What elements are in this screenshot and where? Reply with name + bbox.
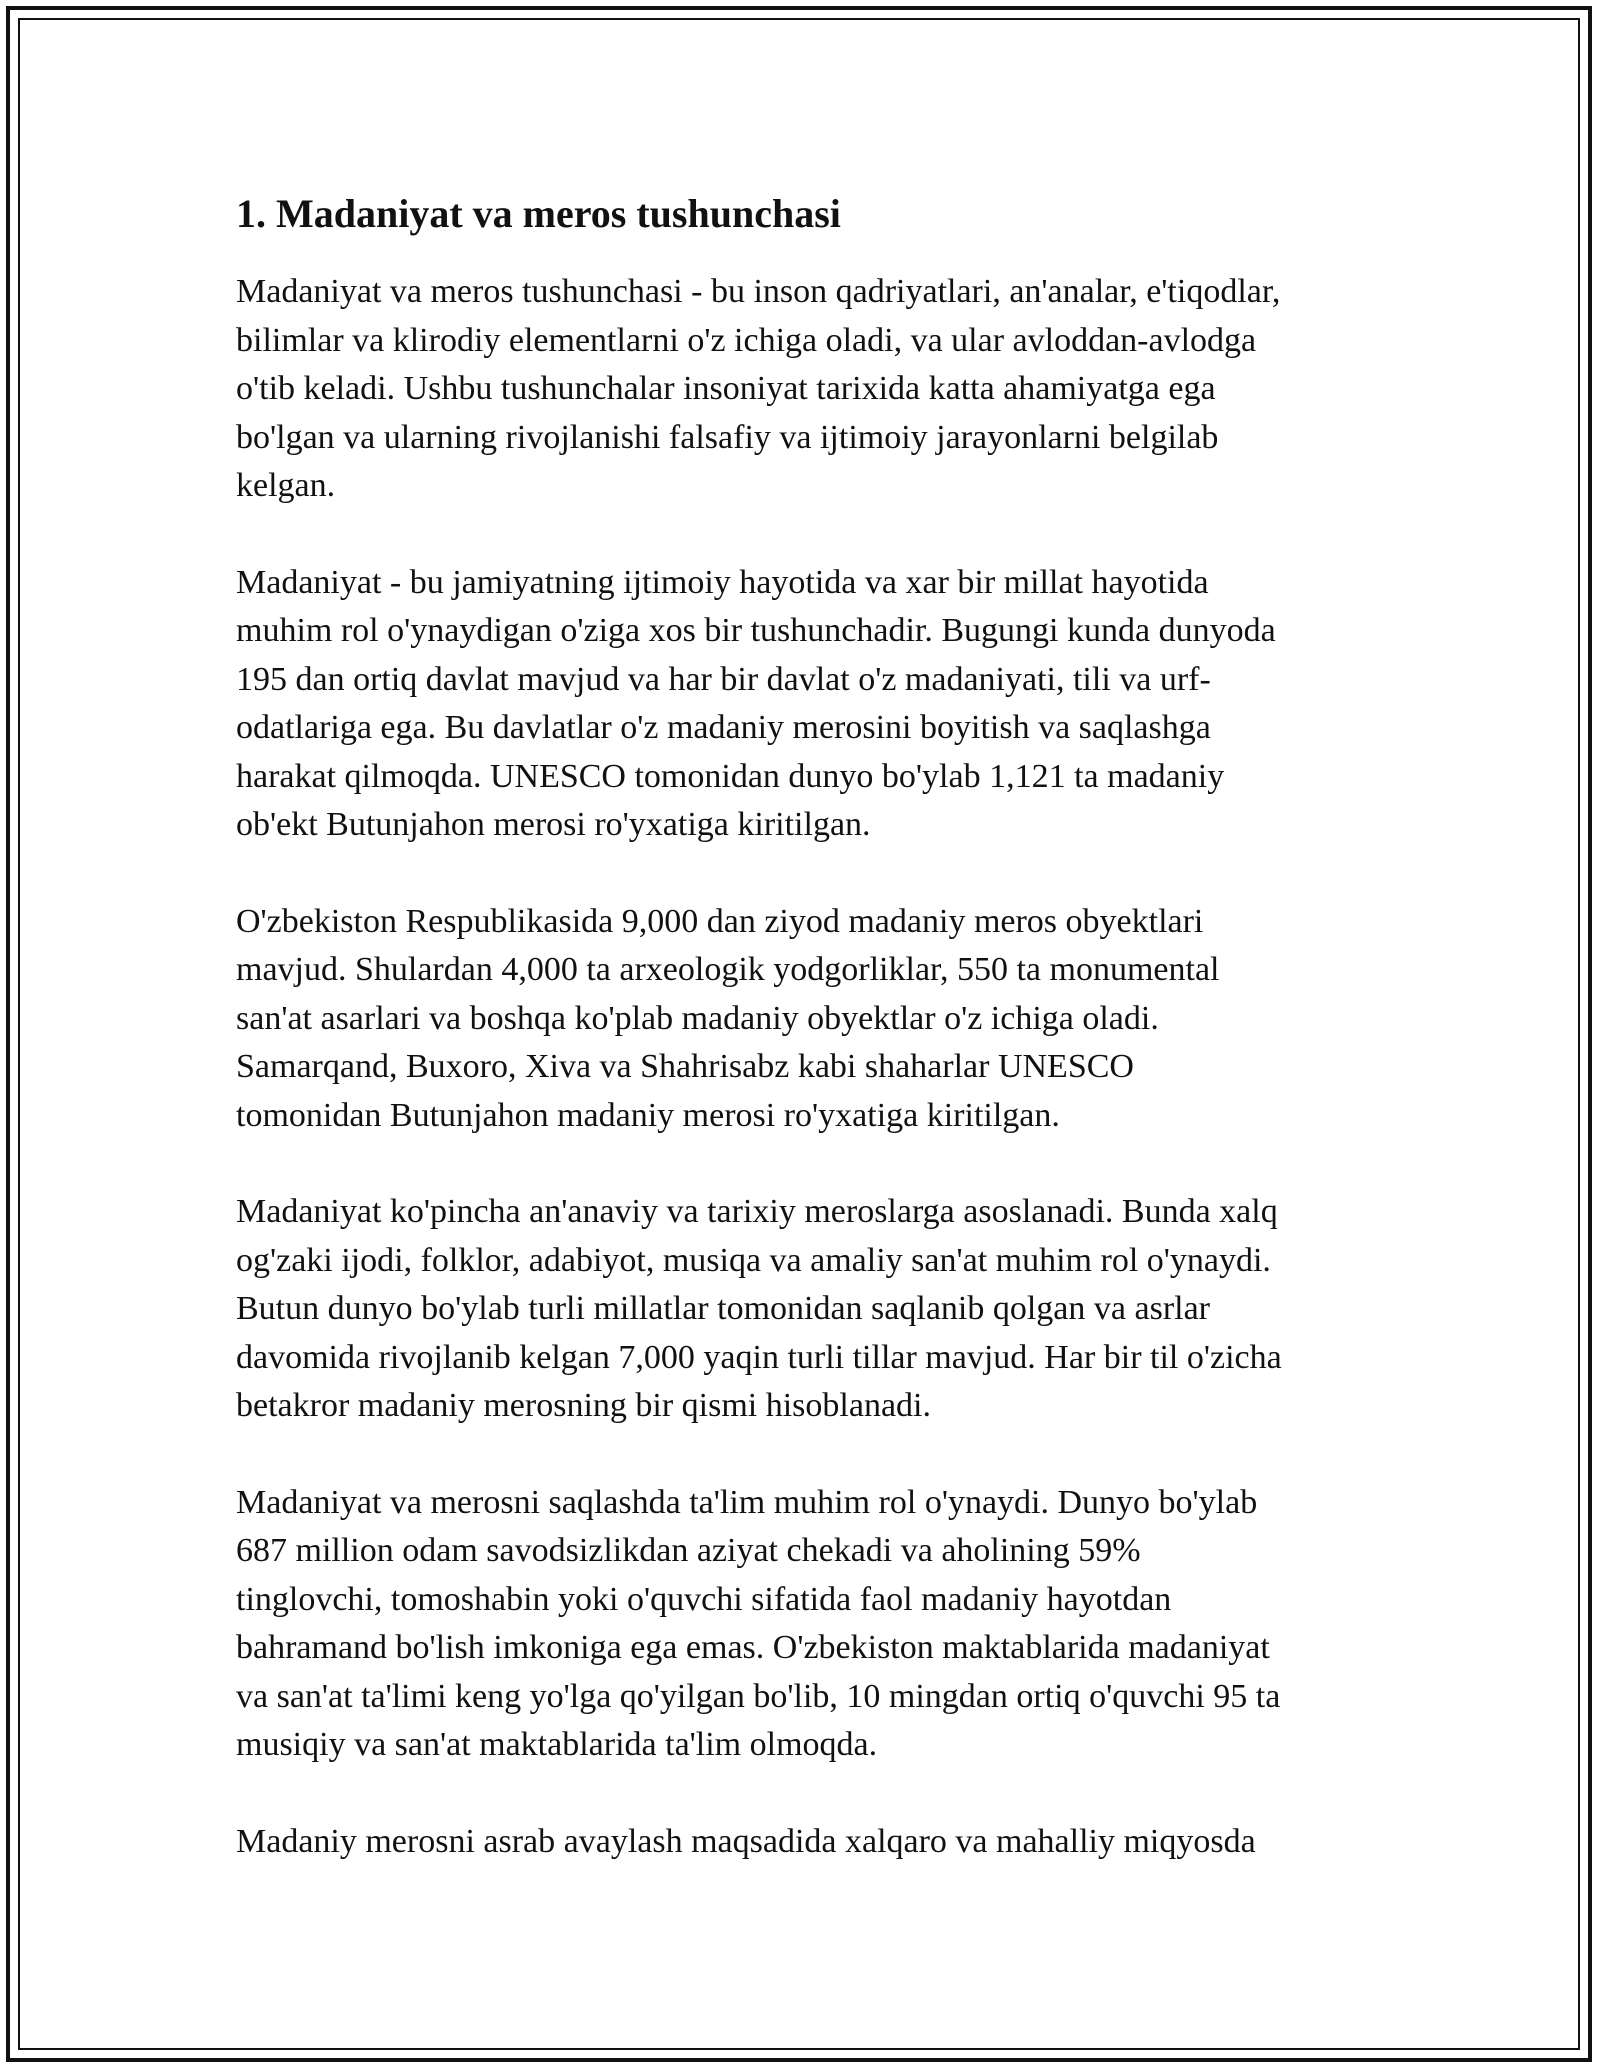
text-line: 195 dan ortiq davlat mavjud va har bir davlat o'z madaniyati, tili va urf-	[236, 660, 1211, 698]
paragraph-6	[236, 1818, 1376, 1867]
text-line: betakror madaniy merosning bir qismi hisoblanadi.	[236, 1387, 931, 1424]
text-line: Madaniyat - bu jamiyatning ijtimoiy hayotida va xar bir millat hayotida	[236, 563, 1209, 601]
text-line: 687 million odam savodsizlikdan aziyat chekadi va aholining 59%	[236, 1532, 1141, 1569]
text-line: musiqiy va san'at maktablarida ta'lim olmoqda.	[236, 1726, 878, 1763]
text-line: odatlariga ega. Bu davlatlar o'z madaniy merosini boyitish va saqlashga	[236, 709, 1211, 746]
text-line: ob'ekt Butunjahon merosi ro'yxatiga kiritilgan.	[236, 806, 871, 843]
text-line: Butun dunyo bo'ylab turli millatlar tomonidan saqlanib qolgan va asrlar	[236, 1290, 1210, 1327]
paragraph-3	[236, 898, 1376, 1141]
document-body	[236, 186, 1376, 1914]
text-line: bahramand bo'lish imkoniga ega emas. O'zbekiston maktablarida madaniyat	[236, 1629, 1270, 1666]
text-line: Madaniy merosni asrab avaylash maqsadida xalqaro va mahalliy miqyosda	[236, 1822, 1256, 1860]
section-title: 1. Madaniyat va meros tushunchasi	[236, 191, 841, 236]
text-line: O'zbekiston Respublikasida 9,000 dan ziyod madaniy meros obyektlari	[236, 902, 1204, 940]
text-line: va san'at ta'limi keng yo'lga qo'yilgan bo'lib, 10 mingdan ortiq o'quvchi 95 ta	[236, 1677, 1281, 1715]
paragraph-2	[236, 559, 1376, 850]
text-line: mavjud. Shulardan 4,000 ta arxeologik yodgorliklar, 550 ta monumental	[236, 951, 1220, 988]
text-line: Madaniyat ko'pincha an'anaviy va tarixiy meroslarga asoslanadi. Bunda xalq	[236, 1193, 1278, 1230]
text-line: og'zaki ijodi, folklor, adabiyot, musiqa va amaliy san'at muhim rol o'ynaydi.	[236, 1241, 1271, 1279]
text-line: harakat qilmoqda. UNESCO tomonidan dunyo bo'ylab 1,121 ta madaniy	[236, 757, 1225, 795]
text-line: kelgan.	[236, 467, 336, 504]
text-line: Samarqand, Buxoro, Xiva va Shahrisabz kabi shaharlar UNESCO	[236, 1048, 1134, 1085]
text-line: tinglovchi, tomoshabin yoki o'quvchi sifatida faol madaniy hayotdan	[236, 1580, 1172, 1618]
text-line: Madaniyat va merosni saqlashda ta'lim muhim rol o'ynaydi. Dunyo bo'ylab	[236, 1483, 1258, 1521]
text-line: muhim rol o'ynaydigan o'ziga xos bir tushunchadir. Bugungi kunda dunyoda	[236, 612, 1276, 649]
paragraph-5	[236, 1479, 1376, 1770]
text-line: tomonidan Butunjahon madaniy merosi ro'yxatiga kiritilgan.	[236, 1096, 1060, 1134]
text-line: davomida rivojlanib kelgan 7,000 yaqin turli tillar mavjud. Har bir til o'zicha	[236, 1338, 1282, 1376]
paragraph-1	[236, 268, 1376, 511]
text-line: Madaniyat va meros tushunchasi - bu inson qadriyatlari, an'analar, e'tiqodlar,	[236, 273, 1281, 310]
text-line: bo'lgan va ularning rivojlanishi falsafiy va ijtimoiy jarayonlarni belgilab	[236, 418, 1219, 456]
text-line: o'tib keladi. Ushbu tushunchalar insoniyat tarixida katta ahamiyatga ega	[236, 370, 1216, 407]
text-line: bilimlar va klirodiy elementlarni o'z ichiga oladi, va ular avloddan-avlodga	[236, 321, 1257, 359]
text-line: san'at asarlari va boshqa ko'plab madaniy obyektlar o'z ichiga oladi.	[236, 999, 1159, 1037]
paragraph-4	[236, 1188, 1376, 1431]
